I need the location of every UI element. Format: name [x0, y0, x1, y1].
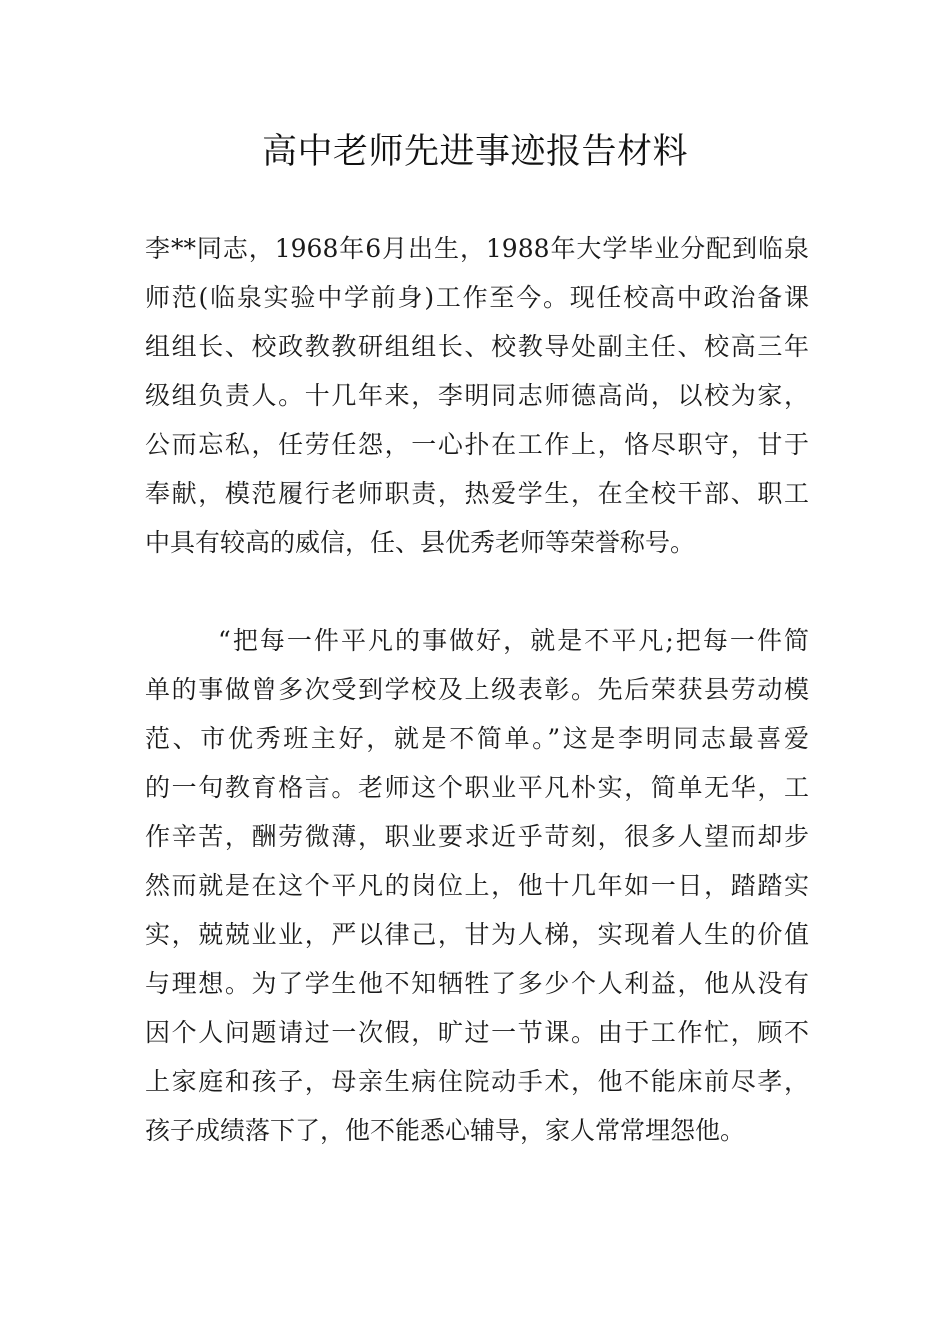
- paragraph-1-line-2: 师范(临泉实验中学前身)工作至今。现任校高中政治备课: [145, 283, 809, 312]
- paragraph-2-line-9: 因个人问题请过一次假，旷过一节课。由于工作忙，顾不: [145, 1018, 809, 1047]
- paragraph-1-line-1: 李**同志，1968年6月出生，1988年大学毕业分配到临泉: [145, 234, 809, 263]
- paragraph-1-line-3: 组组长、校政教教研组组长、校教导处副主任、校高三年: [145, 332, 809, 361]
- paragraph-2-line-1: “把每一件平凡的事做好，就是不平凡;把每一件简: [218, 626, 809, 655]
- paragraph-2-line-6: 然而就是在这个平凡的岗位上，他十几年如一日，踏踏实: [145, 871, 809, 900]
- paragraph-1-line-4: 级组负责人。十几年来，李明同志师德高尚，以校为家，: [145, 381, 809, 410]
- paragraph-2-line-7: 实，兢兢业业，严以律己，甘为人梯，实现着人生的价值: [145, 920, 809, 949]
- paragraph-2-line-8: 与理想。为了学生他不知牺牲了多少个人利益，他从没有: [145, 969, 809, 998]
- paragraph-2-line-2: 单的事做曾多次受到学校及上级表彰。先后荣获县劳动模: [145, 675, 809, 704]
- paragraph-2-line-10: 上家庭和孩子，母亲生病住院动手术，他不能床前尽孝，: [145, 1067, 809, 1096]
- paragraph-1-line-6: 奉献，模范履行老师职责，热爱学生，在全校干部、职工: [145, 479, 809, 508]
- paragraph-2-line-3: 范、市优秀班主好，就是不简单。”这是李明同志最喜爱: [145, 724, 809, 753]
- paragraph-2-line-5: 作辛苦，酬劳微薄，职业要求近乎苛刻，很多人望而却步: [145, 822, 809, 851]
- paragraph-1-line-5: 公而忘私，任劳任怨，一心扑在工作上，恪尽职守，甘于: [145, 430, 809, 459]
- paragraph-2-line-4: 的一句教育格言。老师这个职业平凡朴实，简单无华，工: [145, 773, 809, 802]
- paragraph-2-line-11: 孩子成绩落下了，他不能悉心辅导，家人常常埋怨他。: [145, 1116, 746, 1145]
- document-title: 高中老师先进事迹报告材料: [261, 132, 688, 172]
- paragraph-1-line-7: 中具有较高的威信，任、县优秀老师等荣誉称号。: [145, 528, 696, 557]
